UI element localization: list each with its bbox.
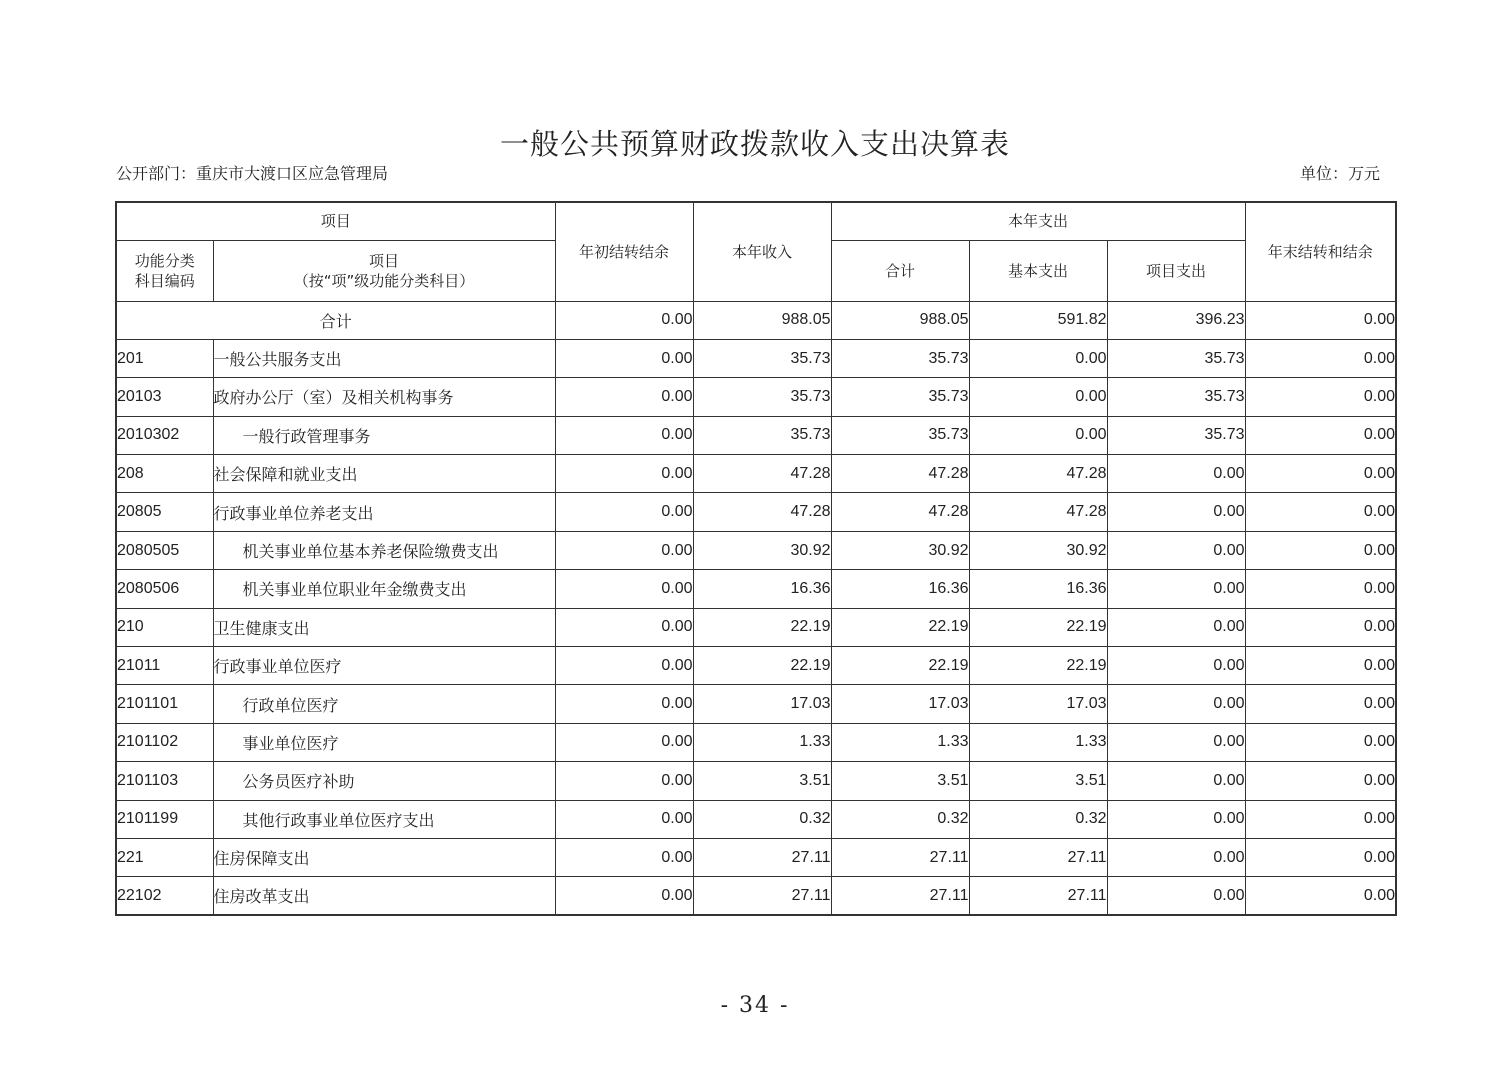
row-name: 机关事业单位职业年金缴费支出	[213, 570, 555, 608]
row-end-balance: 0.00	[1245, 838, 1396, 876]
row-code: 2010302	[116, 416, 213, 454]
row-expense-total: 22.19	[831, 608, 969, 646]
row-end-balance: 0.00	[1245, 723, 1396, 761]
header-expense-project: 项目支出	[1107, 240, 1245, 301]
table-row	[116, 531, 1396, 569]
row-basic-expense: 27.11	[969, 838, 1107, 876]
row-expense-total: 30.92	[831, 531, 969, 569]
row-basic-expense: 3.51	[969, 762, 1107, 800]
row-basic-expense: 1.33	[969, 723, 1107, 761]
row-income: 47.28	[693, 455, 831, 493]
row-code: 2101103	[116, 762, 213, 800]
row-project-expense: 0.00	[1107, 723, 1245, 761]
table-row	[116, 455, 1396, 493]
row-end-balance: 0.00	[1245, 608, 1396, 646]
row-end-balance: 0.00	[1245, 378, 1396, 416]
total-expense: 988.05	[831, 301, 969, 339]
row-end-balance: 0.00	[1245, 339, 1396, 377]
row-code: 22102	[116, 877, 213, 915]
row-project-expense: 35.73	[1107, 416, 1245, 454]
row-expense-total: 22.19	[831, 647, 969, 685]
row-expense-total: 47.28	[831, 493, 969, 531]
row-expense-total: 35.73	[831, 339, 969, 377]
row-begin-balance: 0.00	[555, 685, 693, 723]
header-end-balance: 年末结转和结余	[1245, 202, 1396, 301]
row-income: 35.73	[693, 378, 831, 416]
row-basic-expense: 47.28	[969, 455, 1107, 493]
row-project-expense: 0.00	[1107, 608, 1245, 646]
row-begin-balance: 0.00	[555, 416, 693, 454]
row-basic-expense: 30.92	[969, 531, 1107, 569]
row-income: 22.19	[693, 647, 831, 685]
row-project-expense: 0.00	[1107, 838, 1245, 876]
row-end-balance: 0.00	[1245, 570, 1396, 608]
row-name: 行政事业单位医疗	[213, 647, 555, 685]
row-project-expense: 0.00	[1107, 762, 1245, 800]
row-project-expense: 0.00	[1107, 493, 1245, 531]
table-row	[116, 608, 1396, 646]
table-row	[116, 800, 1396, 838]
row-basic-expense: 0.00	[969, 339, 1107, 377]
row-code: 210	[116, 608, 213, 646]
row-expense-total: 35.73	[831, 378, 969, 416]
row-name: 卫生健康支出	[213, 608, 555, 646]
table-row	[116, 570, 1396, 608]
row-basic-expense: 47.28	[969, 493, 1107, 531]
row-begin-balance: 0.00	[555, 647, 693, 685]
row-code: 2101101	[116, 685, 213, 723]
row-income: 47.28	[693, 493, 831, 531]
total-begin: 0.00	[555, 301, 693, 339]
row-end-balance: 0.00	[1245, 455, 1396, 493]
header-begin-balance: 年初结转结余	[555, 202, 693, 301]
header-code-line2: 科目编码	[134, 271, 195, 290]
row-project-expense: 0.00	[1107, 800, 1245, 838]
total-income: 988.05	[693, 301, 831, 339]
header-code	[116, 240, 213, 301]
row-expense-total: 16.36	[831, 570, 969, 608]
row-end-balance: 0.00	[1245, 685, 1396, 723]
row-name: 社会保障和就业支出	[213, 455, 555, 493]
row-begin-balance: 0.00	[555, 723, 693, 761]
row-end-balance: 0.00	[1245, 800, 1396, 838]
row-project-expense: 0.00	[1107, 570, 1245, 608]
row-income: 35.73	[693, 339, 831, 377]
row-project-expense: 0.00	[1107, 455, 1245, 493]
row-code: 20103	[116, 378, 213, 416]
table-row	[116, 339, 1396, 377]
row-basic-expense: 0.32	[969, 800, 1107, 838]
row-income: 0.32	[693, 800, 831, 838]
row-basic-expense: 22.19	[969, 608, 1107, 646]
table-row	[116, 493, 1396, 531]
row-code: 221	[116, 838, 213, 876]
row-begin-balance: 0.00	[555, 608, 693, 646]
row-name: 事业单位医疗	[213, 723, 555, 761]
row-name: 行政事业单位养老支出	[213, 493, 555, 531]
row-begin-balance: 0.00	[555, 339, 693, 377]
row-expense-total: 27.11	[831, 838, 969, 876]
row-income: 3.51	[693, 762, 831, 800]
total-label: 合计	[116, 301, 555, 339]
row-code: 201	[116, 339, 213, 377]
row-end-balance: 0.00	[1245, 493, 1396, 531]
total-project: 396.23	[1107, 301, 1245, 339]
row-name: 行政单位医疗	[213, 685, 555, 723]
row-code: 2101102	[116, 723, 213, 761]
row-expense-total: 1.33	[831, 723, 969, 761]
row-begin-balance: 0.00	[555, 877, 693, 915]
table-row	[116, 877, 1396, 915]
row-end-balance: 0.00	[1245, 762, 1396, 800]
row-name: 一般公共服务支出	[213, 339, 555, 377]
row-project-expense: 0.00	[1107, 647, 1245, 685]
row-basic-expense: 0.00	[969, 378, 1107, 416]
row-code: 2080506	[116, 570, 213, 608]
row-income: 22.19	[693, 608, 831, 646]
row-expense-total: 0.32	[831, 800, 969, 838]
page-title: 一般公共预算财政拨款收入支出决算表	[499, 127, 1010, 161]
row-begin-balance: 0.00	[555, 455, 693, 493]
row-begin-balance: 0.00	[555, 838, 693, 876]
row-name: 住房改革支出	[213, 877, 555, 915]
row-code: 21011	[116, 647, 213, 685]
row-basic-expense: 16.36	[969, 570, 1107, 608]
total-basic: 591.82	[969, 301, 1107, 339]
row-income: 35.73	[693, 416, 831, 454]
page-number: - 34 -	[720, 993, 790, 1018]
row-begin-balance: 0.00	[555, 762, 693, 800]
row-begin-balance: 0.00	[555, 378, 693, 416]
header-expense-basic: 基本支出	[969, 240, 1107, 301]
row-basic-expense: 17.03	[969, 685, 1107, 723]
row-income: 27.11	[693, 838, 831, 876]
row-project-expense: 35.73	[1107, 378, 1245, 416]
table-row	[116, 838, 1396, 876]
row-expense-total: 47.28	[831, 455, 969, 493]
row-code: 2080505	[116, 531, 213, 569]
header-item-line1: 项目	[369, 251, 400, 270]
row-code: 2101199	[116, 800, 213, 838]
budget-table	[115, 201, 1397, 916]
row-name: 政府办公厅（室）及相关机构事务	[213, 378, 555, 416]
row-basic-expense: 0.00	[969, 416, 1107, 454]
row-begin-balance: 0.00	[555, 531, 693, 569]
header-expense-group: 本年支出	[831, 202, 1245, 240]
row-begin-balance: 0.00	[555, 493, 693, 531]
table-body	[116, 301, 1396, 915]
header-income: 本年收入	[693, 202, 831, 301]
row-end-balance: 0.00	[1245, 531, 1396, 569]
row-project-expense: 35.73	[1107, 339, 1245, 377]
row-code: 20805	[116, 493, 213, 531]
row-basic-expense: 27.11	[969, 877, 1107, 915]
table-row	[116, 378, 1396, 416]
row-end-balance: 0.00	[1245, 416, 1396, 454]
row-expense-total: 35.73	[831, 416, 969, 454]
department-label: 公开部门：重庆市大渡口区应急管理局	[116, 164, 389, 183]
row-name: 住房保障支出	[213, 838, 555, 876]
row-name: 公务员医疗补助	[213, 762, 555, 800]
row-project-expense: 0.00	[1107, 877, 1245, 915]
table-row	[116, 723, 1396, 761]
row-project-expense: 0.00	[1107, 531, 1245, 569]
row-income: 1.33	[693, 723, 831, 761]
total-row	[116, 301, 1396, 339]
header-item-line2: （按“项”级功能分类科目）	[293, 271, 475, 290]
row-expense-total: 17.03	[831, 685, 969, 723]
row-basic-expense: 22.19	[969, 647, 1107, 685]
header-project-group: 项目	[116, 202, 555, 240]
row-end-balance: 0.00	[1245, 647, 1396, 685]
row-end-balance: 0.00	[1245, 877, 1396, 915]
row-name: 机关事业单位基本养老保险缴费支出	[213, 531, 555, 569]
row-project-expense: 0.00	[1107, 685, 1245, 723]
row-income: 16.36	[693, 570, 831, 608]
row-expense-total: 27.11	[831, 877, 969, 915]
row-code: 208	[116, 455, 213, 493]
row-income: 17.03	[693, 685, 831, 723]
row-name: 其他行政事业单位医疗支出	[213, 800, 555, 838]
header-item	[213, 240, 555, 301]
row-name: 一般行政管理事务	[213, 416, 555, 454]
table-row	[116, 647, 1396, 685]
row-begin-balance: 0.00	[555, 800, 693, 838]
table-row	[116, 685, 1396, 723]
table-row	[116, 416, 1396, 454]
row-expense-total: 3.51	[831, 762, 969, 800]
total-end: 0.00	[1245, 301, 1396, 339]
row-income: 30.92	[693, 531, 831, 569]
header-code-line1: 功能分类	[134, 251, 195, 270]
row-begin-balance: 0.00	[555, 570, 693, 608]
unit-label: 单位：万元	[1300, 164, 1381, 183]
row-income: 27.11	[693, 877, 831, 915]
table-row	[116, 762, 1396, 800]
header-expense-total: 合计	[831, 240, 969, 301]
